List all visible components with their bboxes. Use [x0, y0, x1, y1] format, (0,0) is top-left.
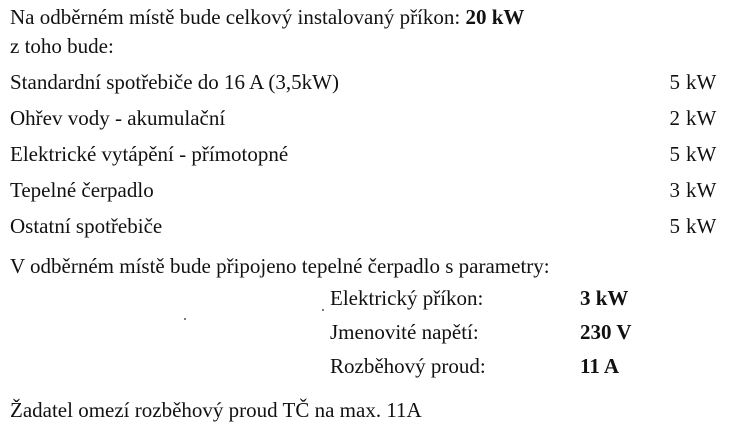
- item-unit: kW: [686, 214, 717, 238]
- total-power-label: Na odběrném místě bude celkový instalovaný příkon:: [10, 5, 466, 29]
- param-label: Rozběhový proud:: [330, 354, 486, 378]
- item-unit: kW: [686, 106, 717, 130]
- param-label: Elektrický příkon:: [330, 286, 484, 310]
- item-label: Standardní spotřebiče do 16 A (3,5kW): [10, 70, 339, 94]
- item-label: Tepelné čerpadlo: [10, 178, 154, 202]
- item-value: 2: [669, 106, 680, 130]
- item-unit: kW: [686, 70, 717, 94]
- scan-speck: [322, 309, 324, 311]
- list-item: [10, 108, 726, 134]
- param-row: [330, 356, 650, 382]
- param-value: 3 kW: [580, 286, 629, 310]
- item-label: Ohřev vody - akumulační: [10, 106, 226, 130]
- item-value: 5: [669, 70, 680, 94]
- param-value: 11 A: [580, 354, 620, 378]
- heat-pump-intro: V odběrném místě bude připojeno tepelné čerpadlo s parametry:: [10, 254, 550, 278]
- item-value: 5: [669, 142, 680, 166]
- item-label: Elektrické vytápění - přímotopné: [10, 142, 289, 166]
- list-item: [10, 144, 726, 170]
- param-value: 230 V: [580, 320, 632, 344]
- item-unit: kW: [686, 142, 717, 166]
- total-power-line: [10, 7, 524, 28]
- param-row: [330, 288, 650, 314]
- list-item: [10, 216, 726, 242]
- param-row: [330, 322, 650, 348]
- param-label: Jmenovité napětí:: [330, 320, 479, 344]
- note: Žadatel omezí rozběhový proud TČ na max. 11A: [10, 398, 422, 422]
- scan-speck: [184, 318, 186, 320]
- list-item: [10, 72, 726, 98]
- list-item: [10, 180, 726, 206]
- subtitle: z toho bude:: [10, 34, 114, 58]
- item-unit: kW: [686, 178, 717, 202]
- item-value: 5: [669, 214, 680, 238]
- item-value: 3: [669, 178, 680, 202]
- total-power-value: 20 kW: [465, 5, 525, 29]
- item-label: Ostatní spotřebiče: [10, 214, 163, 238]
